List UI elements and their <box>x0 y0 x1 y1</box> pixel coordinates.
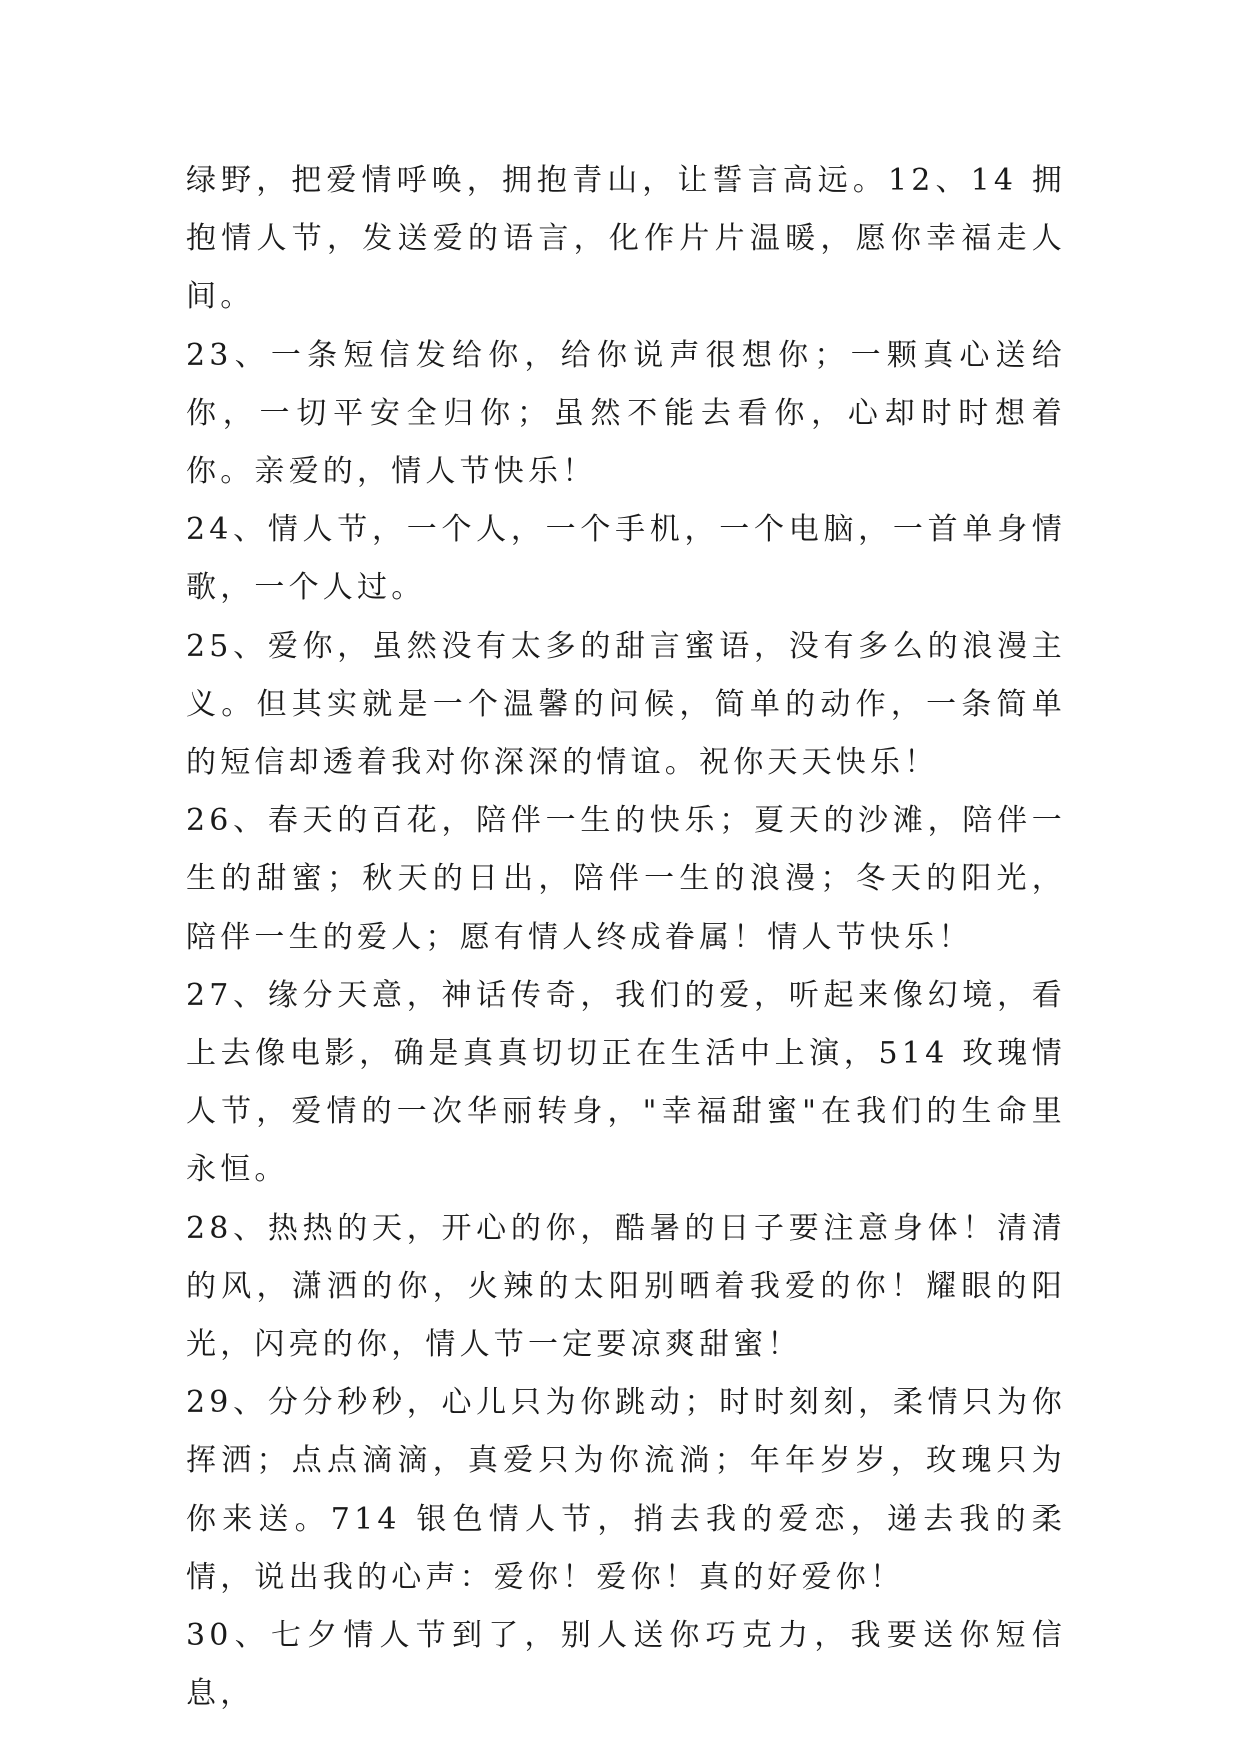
paragraph: 27、缘分天意，神话传奇，我们的爱，听起来像幻境，看上去像电影，确是真真切切正在生活中上演，514 玫瑰情人节，爱情的一次华丽转身，"幸福甜蜜"在我们的生命里永恒。 <box>186 977 1066 1188</box>
document-body <box>186 152 1066 1723</box>
paragraph: 30、七夕情人节到了，别人送你巧克力，我要送你短信息， <box>186 1618 1066 1712</box>
paragraph: 26、春天的百花，陪伴一生的快乐；夏天的沙滩，陪伴一生的甜蜜；秋天的日出，陪伴一生的浪漫；冬天的阳光，陪伴一生的爱人；愿有情人终成眷属！情人节快乐！ <box>186 803 1066 955</box>
paragraph: 23、一条短信发给你，给你说声很想你；一颗真心送给你，一切平安全归你；虽然不能去看你，心却时时想着你。亲爱的，情人节快乐！ <box>186 337 1066 490</box>
paragraph: 绿野，把爱情呼唤，拥抱青山，让誓言高远。12、14 拥抱情人节，发送爱的语言，化作片片温暖，愿你幸福走人间。 <box>186 163 1066 315</box>
paragraph: 24、情人节，一个人，一个手机，一个电脑，一首单身情歌，一个人过。 <box>186 512 1066 606</box>
paragraph: 29、分分秒秒，心儿只为你跳动；时时刻刻，柔情只为你挥洒；点点滴滴，真爱只为你流淌；年年岁岁，玫瑰只为你来送。714 银色情人节，捎去我的爱恋，递去我的柔情，说出我的心声：爱你！爱你！真的好爱你！ <box>186 1385 1066 1595</box>
paragraph: 28、热热的天，开心的你，酷暑的日子要注意身体！清清的风，潇洒的你，火辣的太阳别晒着我爱的你！耀眼的阳光，闪亮的你，情人节一定要凉爽甜蜜！ <box>186 1210 1066 1363</box>
paragraph: 25、爱你，虽然没有太多的甜言蜜语，没有多么的浪漫主义。但其实就是一个温馨的问候，简单的动作，一条简单的短信却透着我对你深深的情谊。祝你天天快乐！ <box>186 628 1066 781</box>
